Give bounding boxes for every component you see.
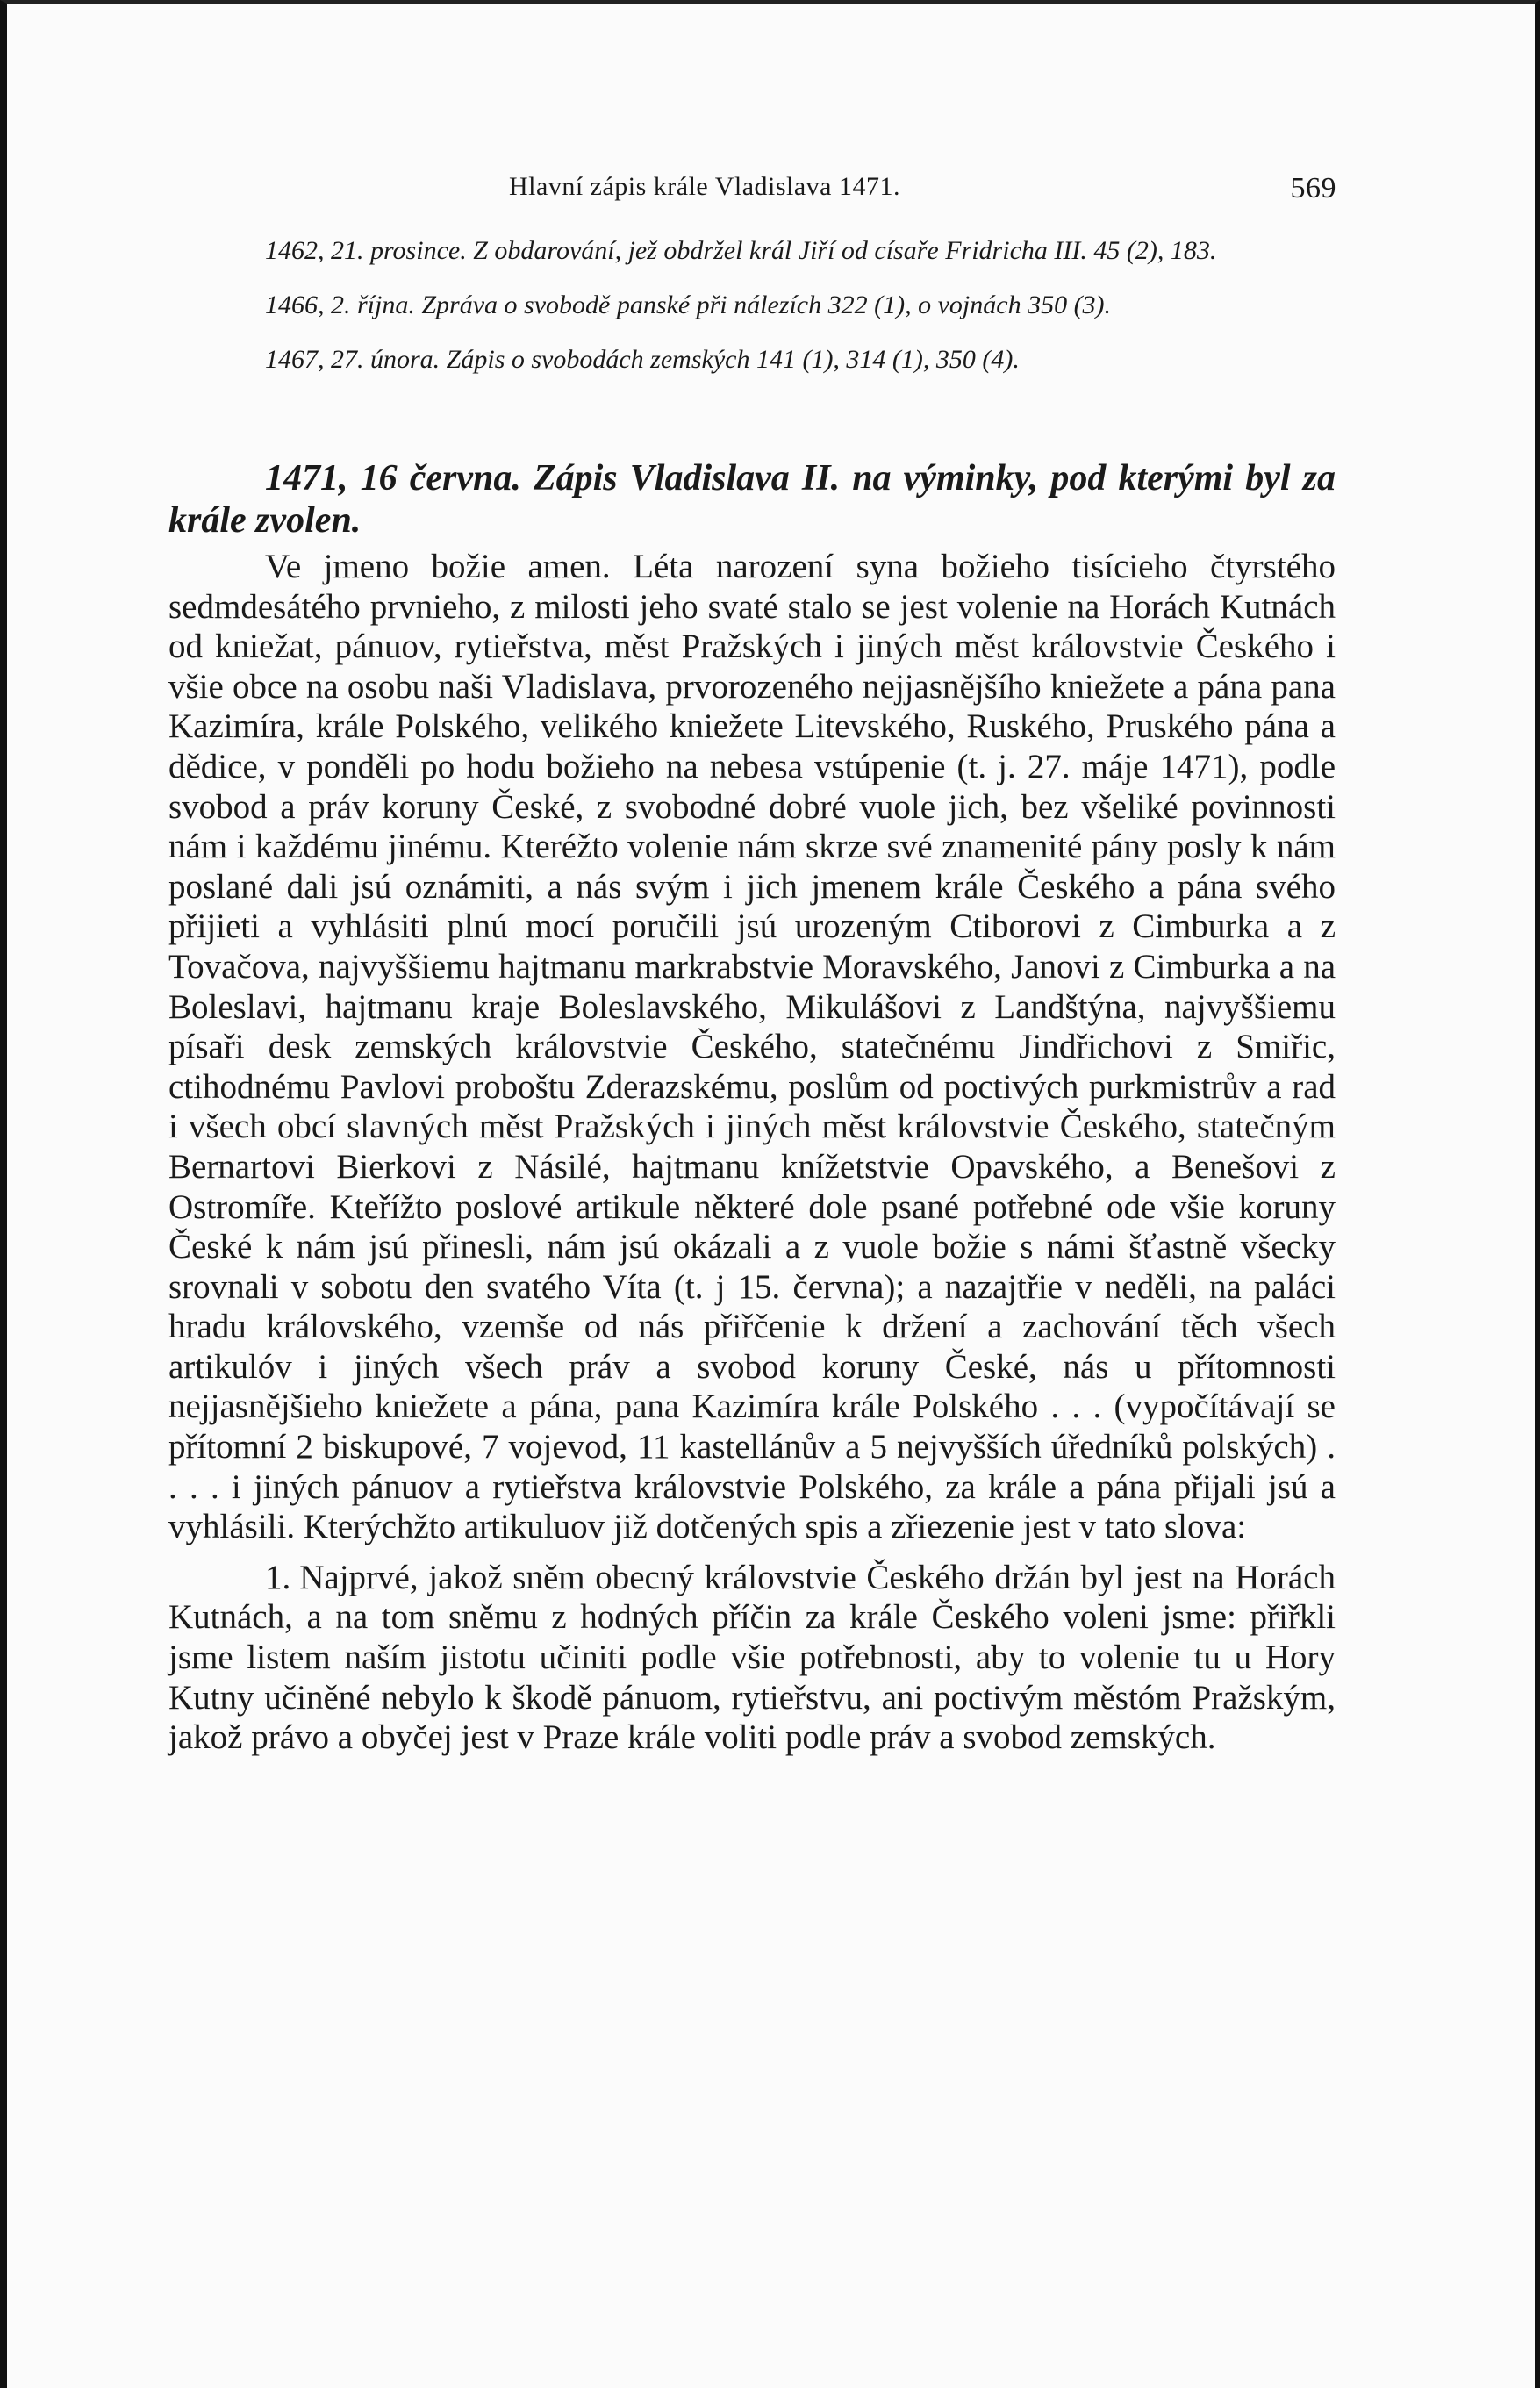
running-title: Hlavní zápis krále Vladislava 1471. bbox=[509, 172, 900, 201]
page-number: 569 bbox=[1290, 172, 1336, 204]
article-text: Najprvé, jakož sněm obecný královstvie Českého držán byl jest na Horách Kutnách, a na tom sněmu z hodných příčin za krále Českého voleni jsme: přiřkli jsme listem naším jistotu učiniti podle všie potřebnosti, aby to volenie tu u Hory Kutny učiněné nebylo k škodě pánuom, rytieřstvu, ani poctivým městóm Pražským, jakož právo a obyčej jest v Praze krále voliti podle práv a svobod zemských. bbox=[168, 1558, 1336, 1757]
page-content bbox=[168, 233, 1336, 1758]
note-1462: 1462, 21. prosince. Z obdarování, jež obdržel král Jiří od císaře Fridricha III. 45 (2), 183. bbox=[265, 236, 1217, 265]
article-number: 1. bbox=[265, 1558, 291, 1596]
note-1467: 1467, 27. února. Zápis o svobodách zemských 141 (1), 314 (1), 350 (4). bbox=[265, 345, 1020, 374]
body-paragraph: Ve jmeno božie amen. Léta narození syna božieho tisícieho čtyrstého sedmdesátého prvnieho, z milosti jeho svaté stalo se jest volenie na Horách Kutnách od kniežat, pánuov, rytieřstva, měst Pražských i jiných měst královstvie Českého i všie obce na osobu naši Vladislava, prvorozeného nejjasnějšího kniežete a pána pana Kazimíra, krále Polského, velikého kniežete Litevského, Ruského, Pruského pána a dědice, v ponděli po hodu božieho na nebesa vstúpenie (t. j. 27. máje 1471), podle svobod a práv koruny České, z svobodné dobré vuole jich, bez všeliké povinnosti nám i každému jinému. Kteréžto volenie nám skrze své znamenité pány posly k nám poslané dali jsú oznámiti, a nás svým i jich jmenem krále Českého a pána svého přijieti a vyhlásiti plnú mocí poručili jsú urozeným Ctiborovi z Cimburka a z Tovačova, najvyššiemu hajtmanu markrabstvie Moravského, Janovi z Cimburka a na Boleslavi, hajtmanu kraje Boleslavského, Mikulášovi z Landštýna, najvyššiemu písaři desk zemských královstvie Českého, statečnému Jindřichovi z Smiřic, ctihodnému Pavlovi proboštu Zderazskému, poslům od poctivých purkmistrův a rad i všech obcí slavných měst Pražských i jiných měst královstvie Českého, statečným Bernartovi Bierkovi z Násilé, hajtmanu knížetstvie Opavského, a Benešovi z Ostromíře. Kteřížto poslové artikule některé dole psané potřebné ode všie koruny České k nám jsú přinesli, nám jsú okázali a z vuole božie s námi šťastně všecky srovnali v sobotu den svatého Víta (t. j 15. června); a nazajtřie v neděli, na paláci hradu královského, vzemše od nás přiřčenie k držení a zachování těch všech artikulóv i jiných všech práv a svobod koruny České, nás u přítomnosti nejjasnějšieho kniežete a pána, pana Kazimíra krále Polského . . . (vypočítávají se přítomní 2 biskupové, 7 vojevod, 11 kastellánův a 5 nejvyšších úředníků polských) . . . . i jiných pánuov a rytieřstva královstvie Polského, za krále a pána přijali jsú a vyhlásili. Kterýchžto artikuluov již dotčených spis a zřiezenie jest v tato slova: bbox=[168, 548, 1336, 1546]
note-1466: 1466, 2. října. Zpráva o svobodě panské při nálezích 322 (1), o vojnách 350 (3). bbox=[265, 290, 1112, 319]
document-title: 1471, 16 června. Zápis Vladislava II. na výminky, pod kterými byl za krále zvolen. bbox=[168, 458, 1336, 541]
running-header bbox=[509, 172, 1336, 216]
article-item bbox=[168, 1558, 1336, 1758]
